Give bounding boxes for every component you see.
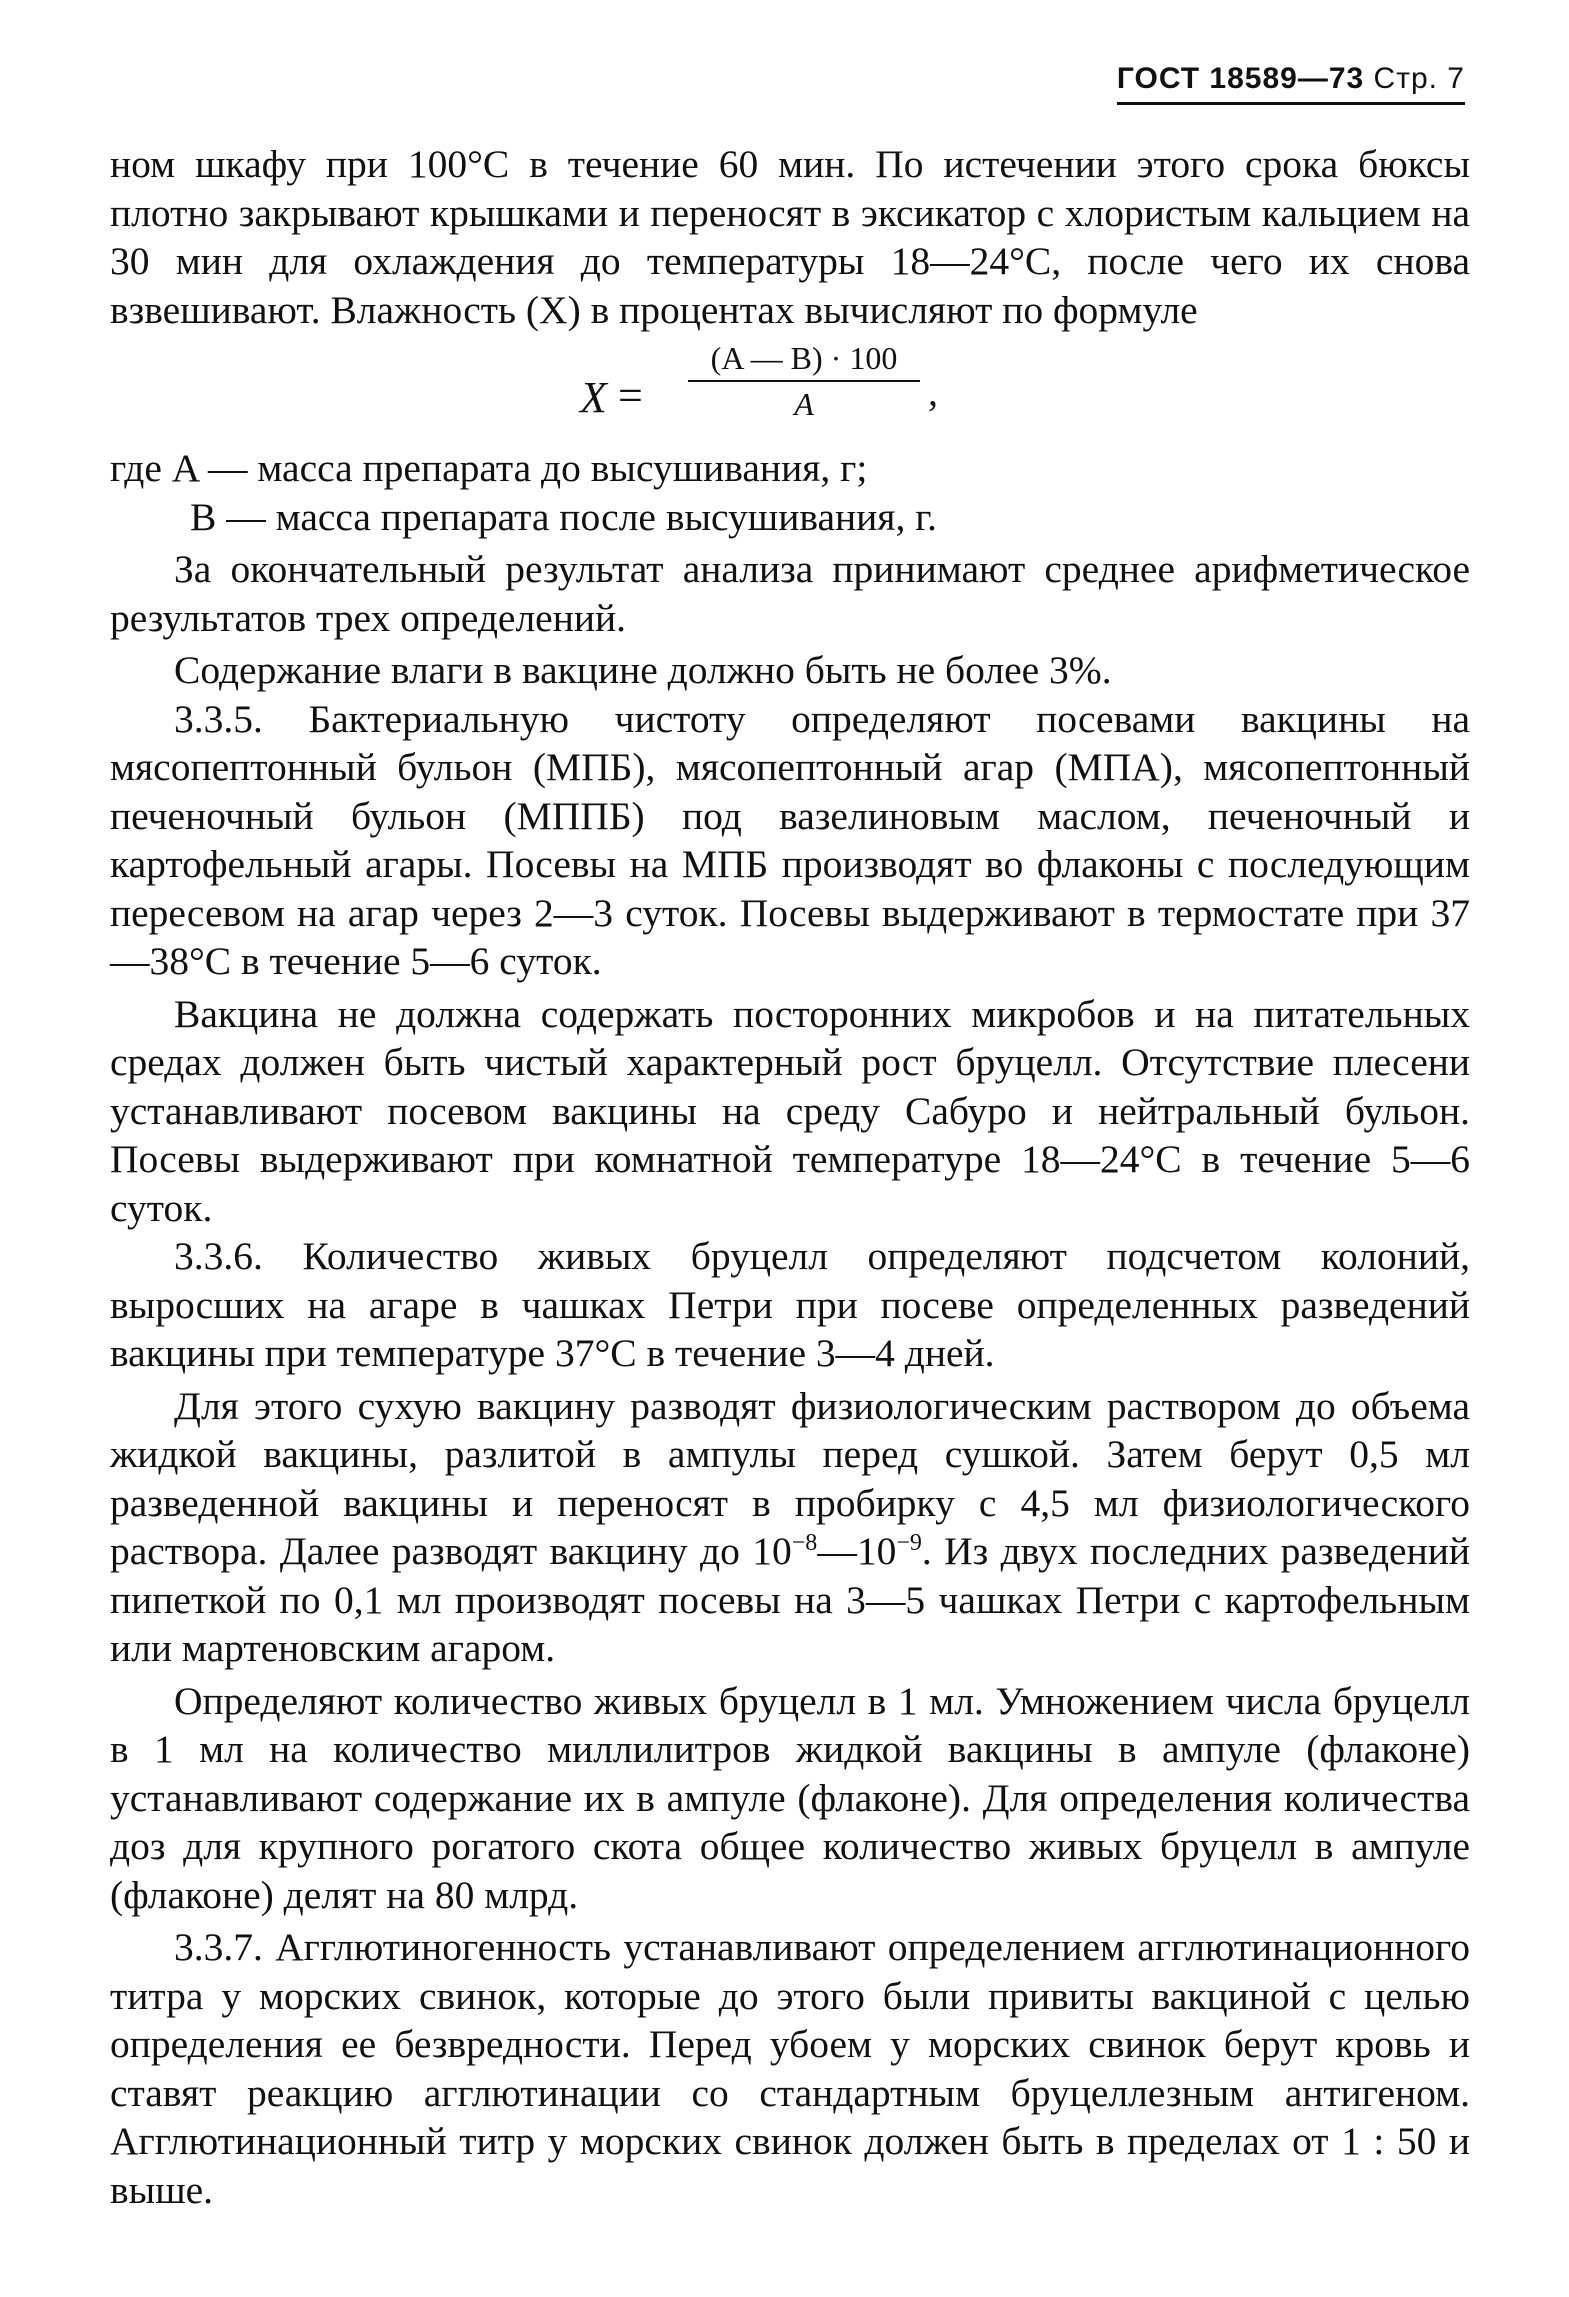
formula-equals: = bbox=[618, 371, 643, 420]
legend-b: B — масса препарата после высушивания, г. bbox=[190, 494, 937, 539]
formula-comma: , bbox=[928, 369, 938, 414]
paragraph-moisture-method: ном шкафу при 100°С в течение 60 мин. По истечении этого срока бюксы плотно закрывают крышками и переносят в эксикатор с хлористым кальцием на 30 мин для охлаждения до температуры 18—24°С, после чего их снова взвешивают. Влажность (X) в процентах вычисляют по формуле bbox=[110, 142, 1470, 332]
dilution-text-mid: —10 bbox=[817, 1529, 897, 1573]
paragraph-purity: Вакцина не должна содержать посторонних микробов и на питательных средах должен быть чистый характерный рост бруцелл. Отсутствие плесени устанавливают посевом вакцины на среду Сабуро и нейтральный бульон. Посевы выдерживают при комнатной температуре 18—24°С в течение 5—6 суток. bbox=[110, 991, 1470, 1230]
formula-numerator: (A — B) · 100 bbox=[688, 338, 920, 382]
paragraph-3-3-5: 3.3.5. Бактериальную чистоту определяют посевами вакцины на мясопептонный бульон (МПБ), мясопептонный агар (МПА), мясопептонный печеночный бульон (МППБ) под вазелиновым маслом, печеночный и картофельный агары. Посевы на МПБ производят во флаконы с последующим пересевом на агар через 2—3 суток. Посевы выдерживают в термостате при 37—38°С в течение 5—6 суток. bbox=[110, 696, 1470, 983]
dilution-text-a: Для этого сухую вакцину разводят физиологическим раствором до объема жидкой вакцины, разлитой в ампулы перед сушкой. Затем берут 0,5 мл разведенной вакцины и переносят в пробирку с 4,5 мл физиологического раствора. Далее разводят вакцину до 10 bbox=[110, 1383, 1470, 1573]
paragraph-3-3-6: 3.3.6. Количество живых бруцелл определяют подсчетом колоний, выросших на агаре в чашках Петри при посеве определенных разведений вакцины при температуре 37°С в течение 3—4 дней. bbox=[110, 1234, 1470, 1375]
page-header bbox=[1117, 62, 1465, 105]
dilution-exponent-2: −9 bbox=[896, 1530, 922, 1556]
paragraph-count: Определяют количество живых бруцелл в 1 мл. Умножением числа бруцелл в 1 мл на количество миллилитров жидкой вакцины в ампуле (флаконе) устанавливают содержание их в ампуле (флаконе). Для определения количества доз для крупного рогатого скота общее количество живых бруцелл в ампуле (флаконе) делят на 80 млрд. bbox=[110, 1678, 1470, 1917]
moisture-formula bbox=[110, 334, 1470, 444]
paragraph-3-3-7: 3.3.7. Агглютиногенность устанавливают определением агглютинационного титра у морских свинок, которые до этого были привиты вакциной с целью определения ее безвредности. Перед убоем у морских свинок берут кровь и ставят реакцию агглютинации со стандартным бруцеллезным антигеном. Агглютинационный титр у морских свинок должен быть в пределах от 1 : 50 и выше. bbox=[110, 1925, 1470, 2212]
formula-fraction bbox=[688, 338, 920, 426]
dilution-text-b: . Из двух последних разведений пипеткой по 0,1 мл производят посевы на 3—5 чашках Петри с картофельным или мартеновским агаром. bbox=[110, 1529, 1470, 1670]
dilution-exponent-1: −8 bbox=[791, 1530, 818, 1556]
paragraph-moisture-limit: Содержание влаги в вакцине должно быть не более 3%. bbox=[174, 648, 1112, 692]
formula-lhs: X bbox=[580, 373, 607, 422]
paragraph-final-result: За окончательный результат анализа принимают среднее арифметическое результатов трех определений. bbox=[110, 547, 1470, 640]
body-text bbox=[110, 140, 1470, 2214]
page-number: Стр. 7 bbox=[1373, 62, 1465, 95]
legend-a: где A — масса препарата до высушивания, г; bbox=[110, 446, 868, 490]
standard-number: ГОСТ 18589—73 bbox=[1116, 62, 1365, 95]
paragraph-dilution bbox=[110, 1382, 1470, 1673]
formula-denominator: A bbox=[794, 386, 814, 422]
